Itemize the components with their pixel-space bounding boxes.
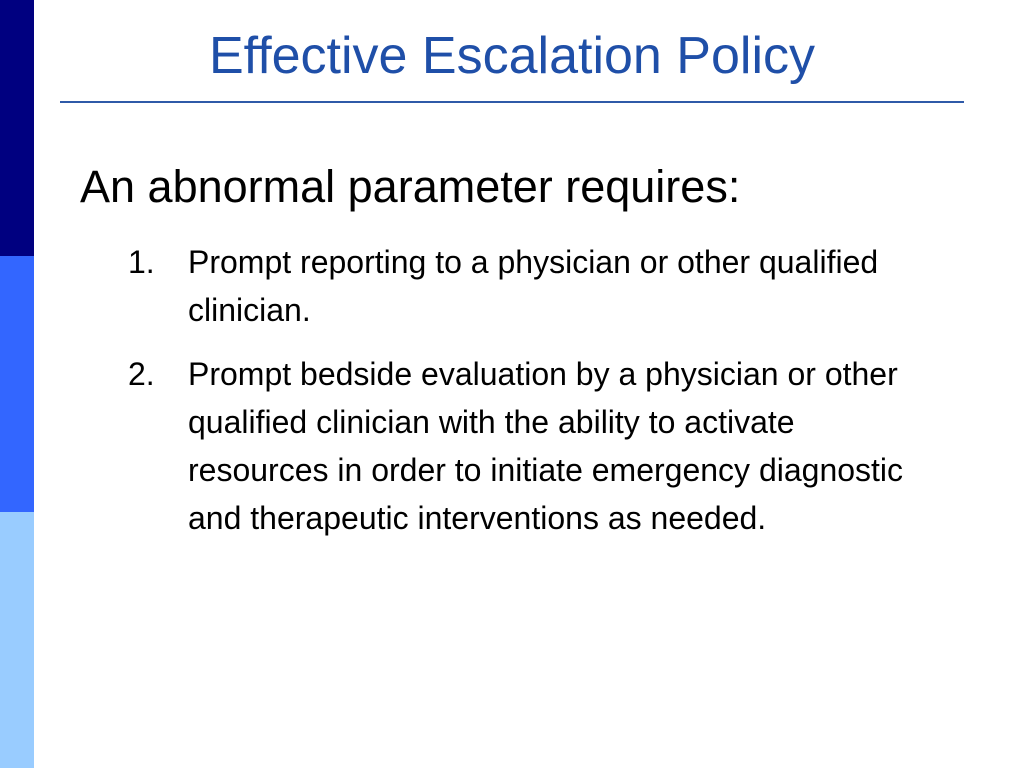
side-accent-bar	[0, 0, 34, 768]
list-item	[128, 350, 928, 542]
title-divider	[60, 101, 964, 103]
side-accent-segment-dark	[0, 0, 34, 256]
list-item-text: Prompt bedside evaluation by a physician or other qualified clinician with the ability to activate resources in order to initiate emergency diagnostic and therapeutic interventions as needed.	[188, 356, 904, 536]
requirements-list	[128, 238, 928, 558]
slide-title: Effective Escalation Policy	[209, 27, 815, 85]
list-item	[128, 238, 928, 334]
side-accent-segment-light	[0, 512, 34, 768]
list-item-text: Prompt reporting to a physician or other qualified clinician.	[188, 244, 879, 328]
side-accent-segment-medium	[0, 256, 34, 512]
list-item-number: 1.	[128, 244, 155, 280]
lead-statement: An abnormal parameter requires:	[80, 161, 741, 212]
list-item-number: 2.	[128, 356, 155, 392]
